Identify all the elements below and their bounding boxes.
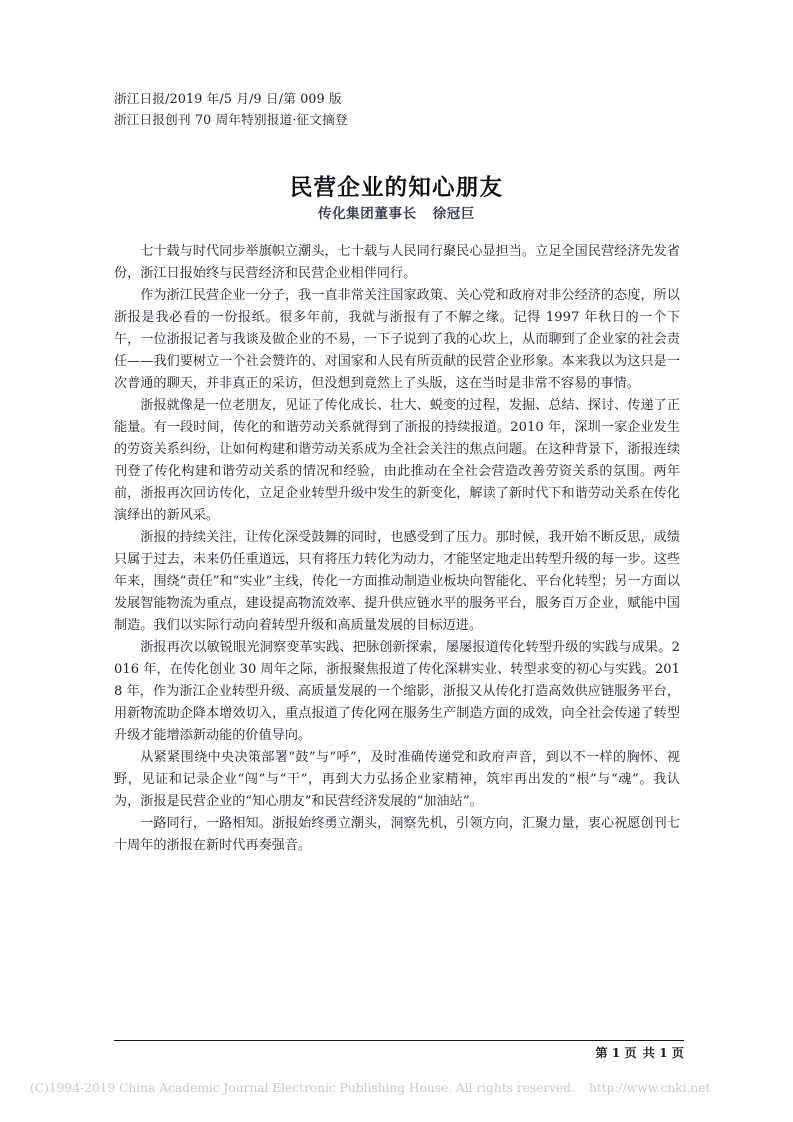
footer-divider (114, 1040, 684, 1041)
copyright-notice (30, 1079, 763, 1097)
page-total-label: 共 1 页 (642, 1046, 684, 1060)
article-byline (0, 203, 793, 225)
body-paragraph: 浙报就像是一位老朋友，见证了传化成长、壮大、蜕变的过程，发掘、总结、探讨、传递了正能量。有一段时间，传化的和谐劳动关系就得到了浙报的持续报道。2010 年，深圳一家企业发生的劳资关系纠纷，让如何构建和谐劳动关系成为全社会关注的焦点问题。在这种背景下，浙报连续刊登了传化构建和谐劳动关系的情况和经验，由此推动在全社会营造改善劳资关系的氛围。两年前，浙报再次回访传化，立足企业转型升级中发生的新变化，解读了新时代下和谐劳动关系在传化演绎出的新风采。 (114, 398, 680, 523)
body-paragraph: 一路同行，一路相知。浙报始终勇立潮头，洞察先机，引领方向，汇聚力量，衷心祝愿创刊七十周年的浙报在新时代再奏强音。 (114, 816, 680, 853)
page-number (114, 1043, 684, 1063)
body-paragraph: 作为浙江民营企业一分子，我一直非常关注国家政策、关心党和政府对非公经济的态度，所以浙报是我必看的一份报纸。很多年前，我就与浙报有了不解之缘。记得 1997 年秋日的一个下午，一位浙报记者与我谈及做企业的不易，一下子说到了我的心坎上，从而聊到了企业家的社会责任——我们要树立一个社会赞许的、对国家和人民有所贡献的民营企业形象。本来我以为这只是一次普通的聊天，并非真正的采访，但没想到竟然上了头版，这在当时是非常不容易的事情。 (114, 288, 680, 391)
cnki-website-link[interactable]: http://www.cnki.net (588, 1080, 711, 1095)
byline-affiliation: 传化集团董事长 (317, 206, 417, 222)
publication-source-line: 浙江日报/2019 年/5 月/9 日/第 009 版 (114, 91, 342, 106)
publication-header (114, 88, 684, 130)
copyright-text: (C)1994-2019 China Academic Journal Electronic Publishing House. All rights reserved. (30, 1080, 575, 1095)
article-body (114, 241, 680, 857)
page-current-label: 第 1 页 (595, 1046, 637, 1060)
body-paragraph: 浙报的持续关注，让传化深受鼓舞的同时，也感受到了压力。那时候，我开始不断反思，成绩只属于过去，未来仍任重道远，只有将压力转化为动力，才能坚定地走出转型升级的每一步。这些年来，围绕“责任”和“实业”主线，传化一方面推动制造业板块向智能化、平台化转型；另一方面以发展智能物流为重点，建设提高物流效率、提升供应链水平的服务平台，服务百万企业，赋能中国制造。我们以实际行动向着转型升级和高质量发展的目标迈进。 (114, 530, 680, 633)
article-title: 民营企业的知心朋友 (289, 175, 504, 202)
body-paragraph: 浙报再次以敏锐眼光洞察变革实践、把脉创新探索，屡屡报道传化转型升级的实践与成果。2016 年，在传化创业 30 周年之际，浙报聚焦报道了传化深耕实业、转型求变的初心与实践。2018 年，作为浙江企业转型升级、高质量发展的一个缩影，浙报又从传化打造高效供应链服务平台，用新物流助企降本增效切入，重点报道了传化网在服务生产制造方面的成效，向全社会传递了转型升级才能增添新动能的价值导向。 (114, 640, 680, 743)
body-paragraph: 七十载与时代同步举旗帜立潮头，七十载与人民同行聚民心显担当。立足全国民营经济先发省份，浙江日报始终与民营经济和民营企业相伴同行。 (114, 244, 680, 281)
publication-section-line: 浙江日报创刊 70 周年特别报道·征文摘登 (114, 112, 348, 127)
byline-author: 徐冠巨 (432, 206, 475, 222)
body-paragraph: 从紧紧围绕中央决策部署“鼓”与“呼”，及时准确传递党和政府声音，到以不一样的胸怀、视野，见证和记录企业“闯”与“干”，再到大力弘扬企业家精神，筑牢再出发的“根”与“魂”。我认为，浙报是民营企业的“知心朋友”和民营经济发展的“加油站”。 (114, 750, 680, 809)
